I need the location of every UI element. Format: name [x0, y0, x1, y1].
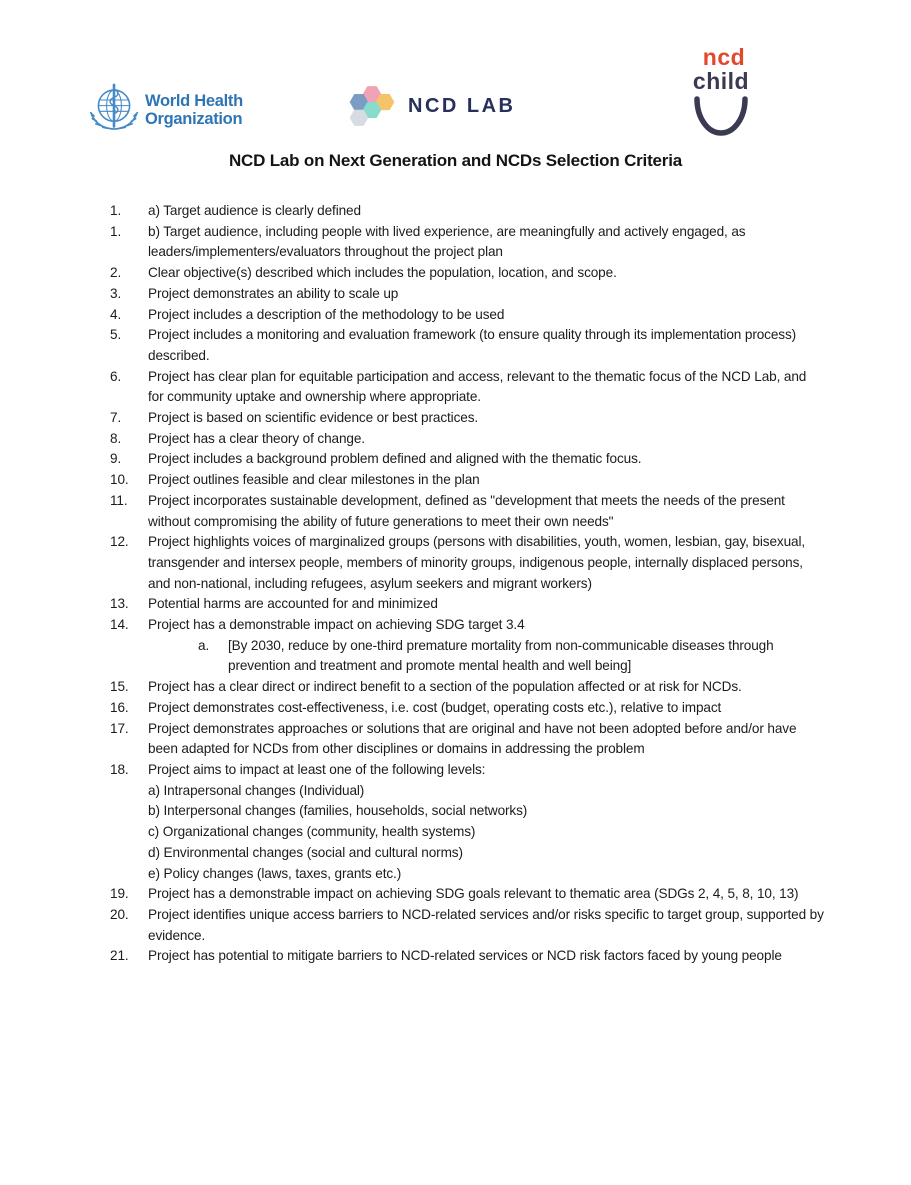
criteria-list [110, 201, 824, 967]
list-item-text: Project includes a background problem defined and aligned with the thematic focus. [148, 451, 642, 467]
list-item-number: 2. [110, 265, 122, 281]
list-item-subline: c) Organizational changes (community, health systems) [148, 824, 476, 840]
list-item-number: 10. [110, 472, 129, 488]
list-subitem-number: a. [198, 637, 210, 653]
list-item-number: 16. [110, 699, 129, 715]
list-item-number: 9. [110, 451, 122, 467]
list-item [110, 325, 824, 366]
list-item-number: 3. [110, 285, 122, 301]
list-item-number: 21. [110, 948, 129, 964]
list-item-number: 6. [110, 368, 122, 384]
list-item-number: 8. [110, 430, 122, 446]
list-item-text: Project demonstrates cost-effectiveness, i.e. cost (budget, operating costs etc.), relative to impact [148, 699, 722, 715]
list-item-number: 17. [110, 720, 129, 736]
list-item [110, 263, 824, 284]
list-item-text: Project has clear plan for equitable participation and access, relevant to the thematic focus of the NCD Lab, and for community uptake and ownership where appropriate. [148, 368, 807, 405]
list-item-body [148, 905, 824, 946]
ncd-child-logo-line1: ncd [702, 44, 746, 70]
list-item-text: Project demonstrates approaches or solutions that are original and have not been adopted before and/or have been adapted for NCDs from other disciplines or domains in addressing the problem [148, 720, 797, 757]
list-item-text: Project outlines feasible and clear milestones in the plan [148, 472, 480, 488]
list-item-number: 15. [110, 679, 129, 695]
list-item-body [148, 719, 824, 760]
list-item-body [148, 946, 824, 967]
who-logo [88, 82, 243, 138]
list-item-body [148, 760, 824, 884]
list-item [110, 532, 824, 594]
list-item-text: Project is based on scientific evidence or best practices. [148, 410, 479, 426]
list-item [110, 698, 824, 719]
smile-arc-icon [692, 95, 750, 139]
who-logo-text [145, 92, 243, 128]
list-item-body [148, 449, 824, 470]
list-item [110, 284, 824, 305]
list-item-text: Clear objective(s) described which includes the population, location, and scope. [148, 265, 617, 281]
list-item-body [148, 594, 824, 615]
list-item [110, 946, 824, 967]
list-item-text: b) Target audience, including people with lived experience, are meaningfully and actively engaged, as leaders/implementers/evaluators throughout the project plan [148, 223, 746, 260]
list-item-subline: e) Policy changes (laws, taxes, grants etc.) [148, 865, 402, 881]
list-item-number: 18. [110, 761, 129, 777]
list-item-body [148, 470, 824, 491]
list-subitem-text: [By 2030, reduce by one-third premature mortality from non-communicable diseases through prevention and treatment and promote mental health and well being] [228, 637, 774, 674]
page-title: NCD Lab on Next Generation and NCDs Selection Criteria [228, 151, 682, 170]
list-item-body [148, 263, 824, 284]
list-item-text: Project has a demonstrable impact on achieving SDG goals relevant to thematic area (SDGs 2, 4, 5, 8, 10, 13) [148, 886, 799, 902]
list-item [110, 305, 824, 326]
ncd-child-logo-line2: child [692, 68, 750, 94]
list-item [110, 201, 824, 222]
list-item-subline: d) Environmental changes (social and cultural norms) [148, 844, 463, 860]
list-item-number: 11. [110, 492, 128, 508]
list-item-text: a) Target audience is clearly defined [148, 203, 361, 218]
list-item-number: 13. [110, 596, 129, 612]
list-item-subline: a) Intrapersonal changes (Individual) [148, 782, 365, 798]
list-item-number: 7. [110, 410, 122, 426]
list-item-text: Project incorporates sustainable development, defined as "development that meets the needs of the present without compromising the ability of future generations to meet their own needs" [148, 492, 785, 529]
list-item-body [148, 305, 824, 326]
list-item [110, 615, 824, 677]
list-subitem [198, 636, 824, 677]
list-item-text: Project aims to impact at least one of the following levels: [148, 761, 486, 777]
who-logo-line1: World Health [145, 91, 243, 110]
list-item-number: 14. [110, 617, 129, 633]
list-item-body [148, 367, 824, 408]
list-item [110, 677, 824, 698]
hexagon-cluster-icon [345, 84, 399, 128]
list-item-number: 4. [110, 306, 122, 322]
list-item-body [148, 284, 824, 305]
list-item [110, 491, 824, 532]
list-item-body [148, 615, 824, 677]
ncd-lab-logo-text: NCD LAB [408, 94, 516, 117]
list-item-body [148, 408, 824, 429]
list-item [110, 449, 824, 470]
logo-row [0, 0, 911, 150]
list-item-body [148, 698, 824, 719]
list-item-text: Project has potential to mitigate barriers to NCD-related services or NCD risk factors faced by young people [148, 948, 782, 964]
list-item-number: 1. [110, 223, 122, 239]
who-emblem-icon [88, 82, 140, 138]
list-item-text: Project demonstrates an ability to scale up [148, 285, 399, 301]
list-item [110, 367, 824, 408]
list-item-body [148, 677, 824, 698]
list-item [110, 905, 824, 946]
list-item-subline: b) Interpersonal changes (families, households, social networks) [148, 803, 528, 819]
ncd-child-logo [682, 46, 760, 139]
list-item-body [148, 491, 824, 532]
list-item [110, 408, 824, 429]
list-item-body [148, 201, 824, 222]
list-item-number: 19. [110, 886, 129, 902]
list-item-body [148, 222, 824, 263]
list-item [110, 222, 824, 263]
list-item-body [148, 884, 824, 905]
ncd-lab-logo [345, 84, 516, 128]
list-item [110, 719, 824, 760]
who-logo-line2: Organization [145, 110, 243, 128]
list-item-body [148, 325, 824, 366]
list-item-text: Potential harms are accounted for and minimized [148, 596, 438, 612]
hexagon-gray [350, 110, 367, 125]
list-item-text: Project has a demonstrable impact on achieving SDG target 3.4 [148, 617, 525, 633]
list-item-text: Project has a clear direct or indirect benefit to a section of the population affected or at risk for NCDs. [148, 679, 742, 695]
list-item [110, 470, 824, 491]
list-item-number: 12. [110, 534, 129, 550]
list-item-number: 1. [110, 203, 122, 218]
list-item-body [148, 429, 824, 450]
list-item [110, 884, 824, 905]
list-item-text: Project identifies unique access barriers to NCD-related services and/or risks specific to target group, supported by evidence. [148, 906, 824, 943]
list-item-number: 5. [110, 327, 122, 343]
list-item-text: Project includes a monitoring and evaluation framework (to ensure quality through its implementation process) described. [148, 327, 797, 363]
list-item-number: 20. [110, 906, 129, 922]
list-item-text: Project highlights voices of marginalized groups (persons with disabilities, youth, women, lesbian, gay, bisexual, transgender and intersex people, members of minority groups, indigenous people, internally displaced persons, and non-national, including refugees, asylum seekers and migrant workers) [148, 534, 806, 591]
list-item [110, 760, 824, 884]
list-item [110, 594, 824, 615]
list-item-text: Project includes a description of the methodology to be used [148, 306, 505, 322]
list-item-body [148, 532, 824, 594]
list-item [110, 429, 824, 450]
list-item-text: Project has a clear theory of change. [148, 430, 365, 446]
